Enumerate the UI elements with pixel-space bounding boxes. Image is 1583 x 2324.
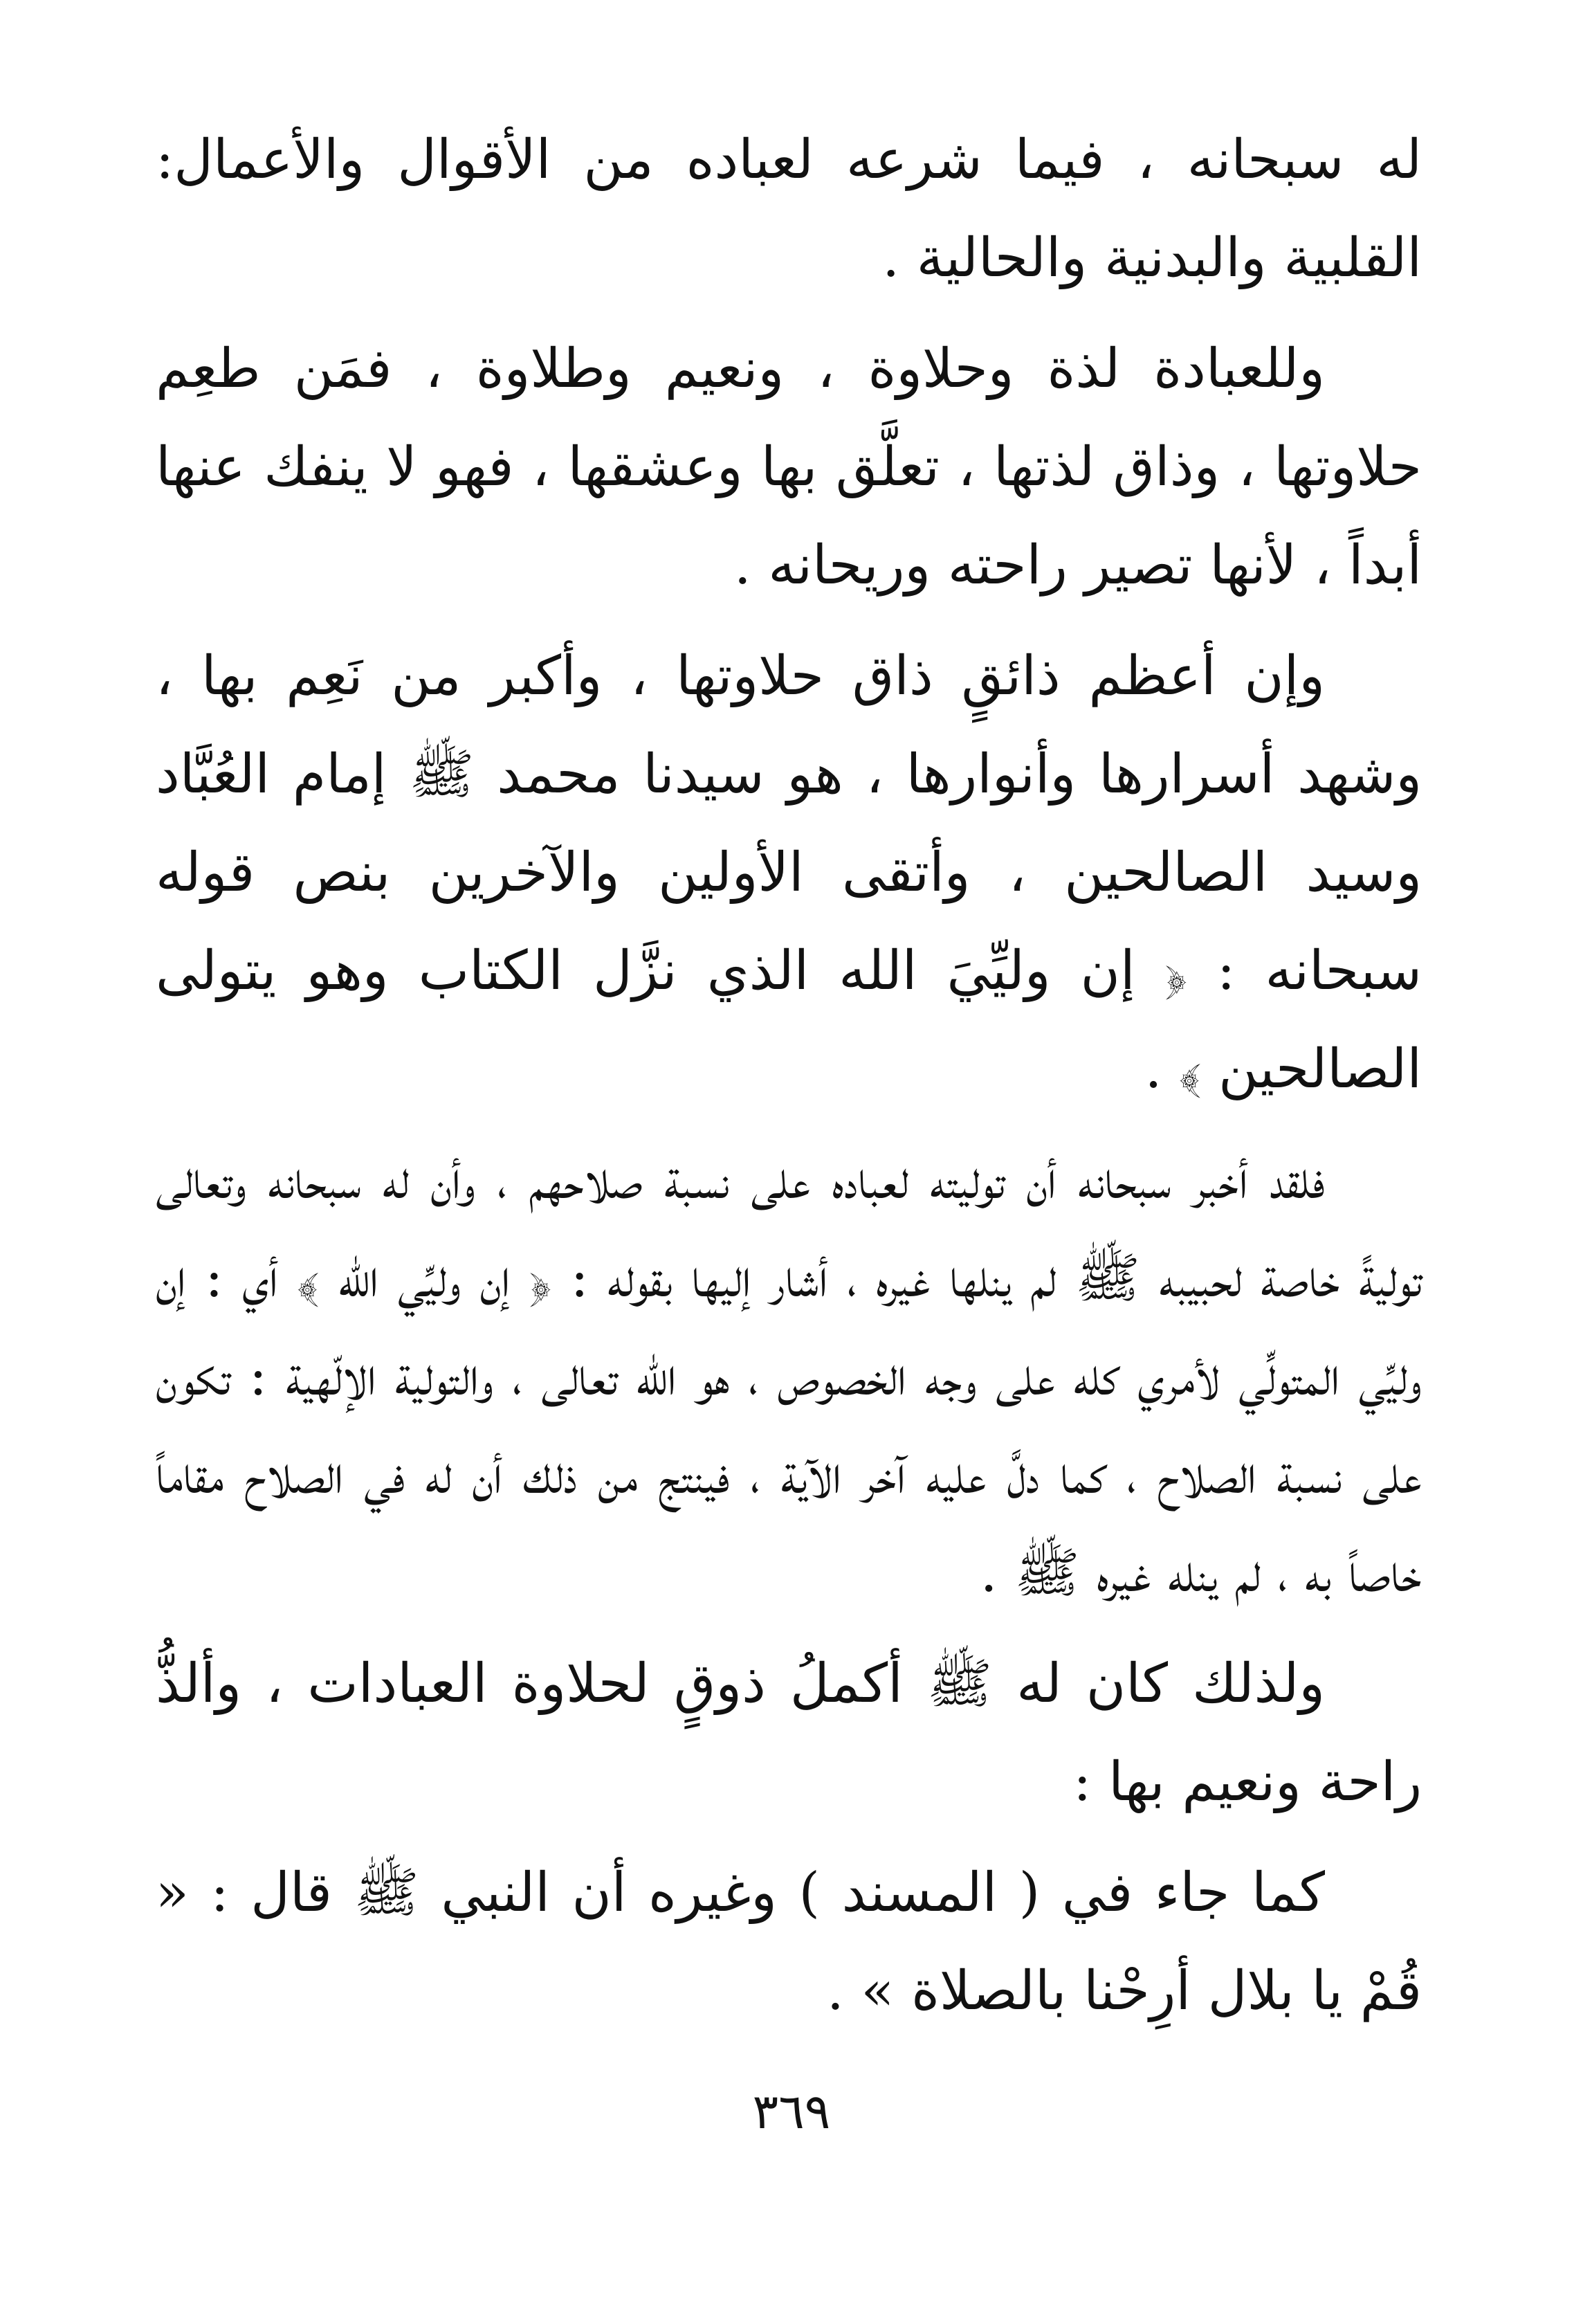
paragraph-greatest-taster: وإن أعظم ذائقٍ ذاق حلاوتها ، وأكبر من نَعِم بها ، وشهد أسرارها وأنوارها ، هو سيدنا محمد ﷺ إمام العُبَّاد وسيد الصالحين ، وأتقى الأولين والآخرين بنص قوله سبحانه : ﴿ إن وليِّيَ الله الذي نزَّل الكتاب وهو يتولى الصالحين ﴾ .: [156, 645, 1422, 1100]
body-text: [156, 111, 1422, 2053]
paragraph-divine-guardianship: فلقد أخبر سبحانه أن توليته لعباده على نسبة صلاحهم ، وأن له سبحانه وتعالى توليةً خاصة لحبيبه ﷺ لم ينلها غيره ، أشار إليها بقوله : ﴿ إن وليِّي الله ﴾ أي : إن وليِّي المتولِّي لأمري كله على وجه الخصوص ، هو الله تعالى ، والتولية الإلّهية : تكون على نسبة الصلاح ، كما دلَّ عليه آخر الآية ، فينتج من ذلك أن له في الصلاح مقاماً خاصاً به ، لم ينله غيره ﷺ .: [156, 1149, 1422, 1604]
paragraph-continuation: له سبحانه ، فيما شرعه لعباده من الأقوال والأعمال: القلبية والبدنية والحالية .: [156, 129, 1422, 289]
paragraph-worship-pleasure: وللعبادة لذة وحلاوة ، ونعيم وطلاوة ، فمَن طعِم حلاوتها ، وذاق لذتها ، تعلَّق بها وعشقها ، فهو لا ينفك عنها أبداً ، لأنها تصير راحته وريحانه .: [156, 338, 1422, 597]
paragraph-hadith-bilal: كما جاء في ( المسند ) وغيره أن النبي ﷺ قال : « قُمْ يا بلال أرِحْنا بالصلاة » .: [156, 1862, 1422, 2022]
paragraph-perfect-taste: ولذلك كان له ﷺ أكملُ ذوقٍ لحلاوة العبادات ، وألذُّ راحة ونعيم بها :: [156, 1653, 1422, 1813]
page-number: ٣٦٩: [752, 2083, 831, 2140]
